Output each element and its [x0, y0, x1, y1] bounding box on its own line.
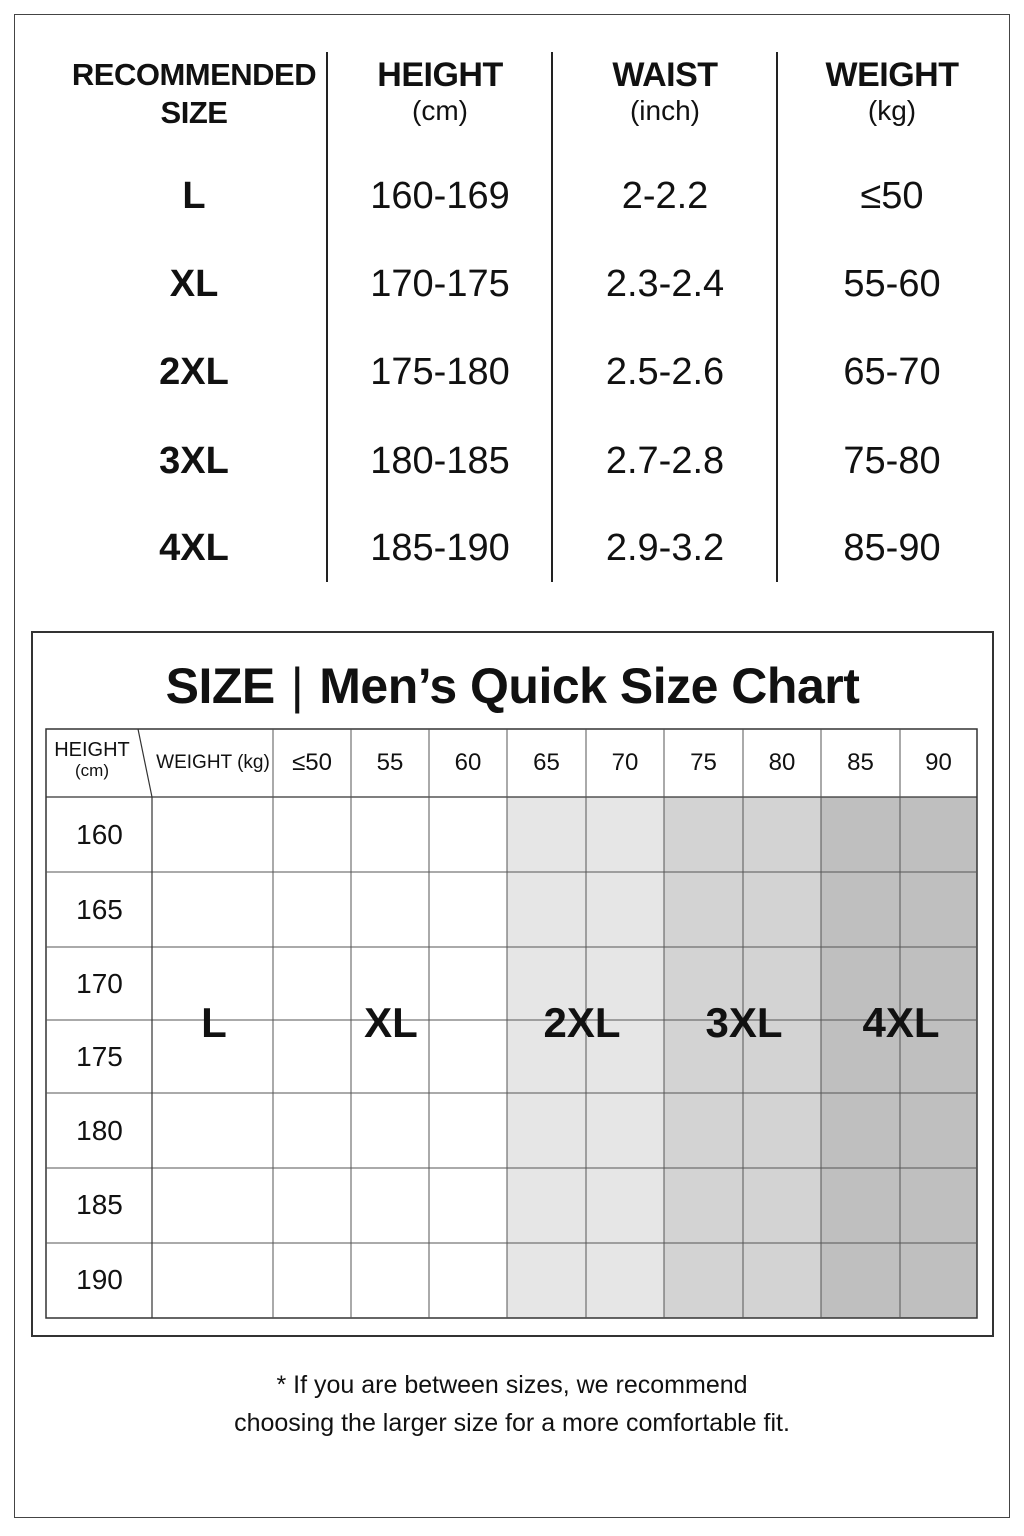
weight-column-shade — [743, 797, 821, 1318]
footnote-line: choosing the larger size for a more comfortable fit. — [234, 1409, 790, 1437]
size-zone-label: 4XL — [862, 999, 940, 1046]
header-unit: (inch) — [629, 95, 700, 126]
height-cell: 170-175 — [370, 263, 510, 305]
weight-column-shade — [507, 797, 586, 1318]
waist-cell: 2.9-3.2 — [605, 527, 725, 569]
waist-cell: 2.7-2.8 — [605, 440, 725, 482]
weight-label: 75 — [690, 749, 717, 776]
height-cell: 175-180 — [370, 351, 510, 393]
header-line: WAIST — [612, 56, 718, 94]
height-label: 165 — [76, 894, 123, 925]
title-size: SIZE — [165, 658, 275, 714]
height-label: 175 — [76, 1041, 123, 1072]
height-label: 180 — [76, 1115, 123, 1146]
weight-cell: 65-70 — [843, 351, 941, 393]
weight-cell: 75-80 — [843, 440, 941, 482]
weight-cell: 55-60 — [843, 263, 941, 305]
weight-label: 60 — [454, 749, 482, 776]
height-cell: 160-169 — [370, 175, 510, 217]
title-separator: | — [290, 658, 304, 714]
size-zone-label: 3XL — [705, 999, 783, 1046]
size-cell: L — [182, 175, 206, 217]
header-line: RECOMMENDED — [71, 57, 317, 92]
weight-cell: ≤50 — [860, 175, 924, 217]
size-cell: 2XL — [159, 351, 229, 393]
weight-label: ≤50 — [292, 749, 332, 776]
waist-cell: 2.5-2.6 — [605, 351, 725, 393]
weight-label: 65 — [533, 749, 560, 776]
height-label: 185 — [76, 1189, 123, 1220]
size-cell: XL — [169, 263, 219, 305]
height-axis-header — [50, 739, 134, 781]
weight-label: 80 — [768, 749, 796, 776]
header-unit: (cm) — [412, 95, 468, 126]
weight-column-shade — [664, 797, 743, 1318]
weight-column-shade — [351, 797, 429, 1318]
footnote-line: * If you are between sizes, we recommend — [276, 1371, 748, 1399]
size-zone-label: XL — [364, 999, 418, 1046]
weight-column-shade — [586, 797, 664, 1318]
weight-label: 90 — [925, 749, 952, 776]
height-label: 160 — [76, 819, 123, 850]
height-label: 190 — [76, 1264, 123, 1295]
weight-label: 70 — [611, 749, 639, 776]
header-line: HEIGHT — [377, 56, 503, 94]
sizing-footnote — [0, 1366, 1024, 1442]
size-cell: 3XL — [159, 440, 229, 482]
weight-column-shade — [821, 797, 900, 1318]
weight-column-shade — [900, 797, 977, 1318]
height-header-label: HEIGHT — [54, 739, 130, 761]
height-label: 170 — [76, 968, 123, 999]
weight-cell: 85-90 — [843, 527, 941, 569]
size-zone-label: L — [201, 999, 227, 1046]
weight-column-shade — [273, 797, 351, 1318]
height-cell: 180-185 — [370, 440, 510, 482]
weight-label: 85 — [847, 749, 874, 776]
weight-column-shade — [429, 797, 507, 1318]
weight-axis-header: WEIGHT (kg) — [156, 752, 270, 773]
title-main: Men’s Quick Size Chart — [319, 658, 860, 714]
weight-label: 55 — [376, 749, 404, 776]
header-line: WEIGHT — [825, 56, 959, 94]
height-header-unit: (cm) — [75, 761, 109, 780]
waist-cell: 2-2.2 — [621, 175, 709, 217]
header-unit: (kg) — [867, 95, 917, 126]
waist-cell: 2.3-2.4 — [605, 263, 725, 305]
size-zone-label: 2XL — [543, 999, 621, 1046]
header-line: SIZE — [160, 95, 228, 130]
height-cell: 185-190 — [370, 527, 510, 569]
size-cell: 4XL — [159, 527, 229, 569]
